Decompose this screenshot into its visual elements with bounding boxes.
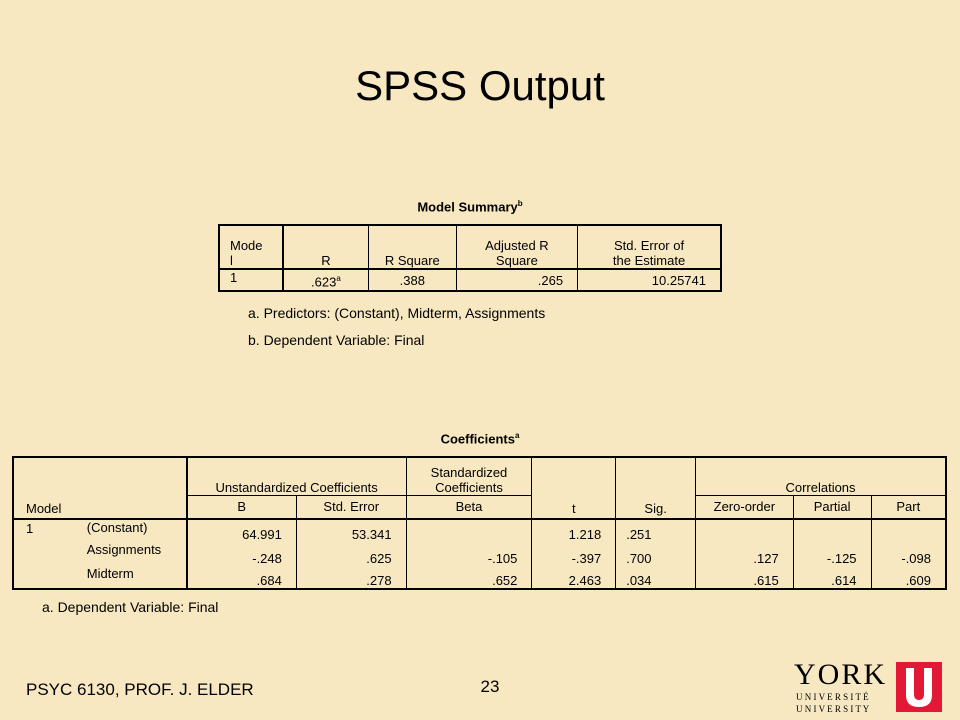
coef-zero-order: .127: [696, 542, 794, 566]
coef-sig: .251: [616, 519, 696, 542]
coef-partial: -.125: [793, 542, 871, 566]
ms-header-r: R: [283, 225, 369, 269]
ms-std-error-value: 10.25741: [651, 272, 706, 288]
ms-r-square-value: .388: [368, 269, 456, 291]
ms-header-r-square: R Square: [368, 225, 456, 269]
coef-header-sig: Sig.: [616, 457, 696, 519]
ms-model-number: 1: [219, 269, 283, 291]
coef-sig: .034: [616, 566, 696, 589]
table-row: [13, 566, 946, 589]
ms-header-se-line1: Std. Error of: [614, 238, 685, 253]
coef-t: 1.218: [532, 519, 616, 542]
coef-zero-order: [696, 519, 794, 542]
coef-header-t: t: [532, 457, 616, 519]
ms-adj-r-square-value: .265: [456, 269, 577, 291]
coefficients-caption-sup: a: [514, 431, 520, 440]
coef-header-partial: Partial: [793, 495, 871, 519]
ms-header-adj-r-square: [456, 225, 577, 269]
ms-header-se-line2: the Estimate: [612, 253, 686, 268]
york-u-emblem-icon: [896, 662, 942, 712]
coef-b: -.248: [187, 542, 297, 566]
coef-header-std-error: Std. Error: [296, 495, 406, 519]
ms-r-sup: a: [336, 273, 341, 283]
model-summary-caption-text: Model Summary: [417, 199, 518, 215]
coef-model-number: 1: [26, 521, 34, 536]
coef-header-model: [13, 457, 187, 519]
coef-t: -.397: [532, 542, 616, 566]
model-summary-row: [219, 269, 721, 291]
york-line-university: U N I V E R S I T Y: [796, 704, 870, 714]
coef-beta: .652: [406, 566, 532, 589]
coef-partial: [793, 519, 871, 542]
coef-row-label: Assignments: [81, 542, 187, 566]
coef-header-unstandardized: Unstandardized Coefficients: [187, 457, 406, 495]
york-wordmark: YORK: [794, 658, 888, 691]
course-footer: PSYC 6130, PROF. J. ELDER: [26, 680, 254, 699]
ms-r-value: [283, 269, 369, 291]
ms-header-model-line2: l: [230, 253, 233, 268]
coef-std-error: .278: [296, 566, 406, 589]
coef-header-correlations: Correlations: [696, 457, 947, 495]
model-summary-note-a: a. Predictors: (Constant), Midterm, Assignments: [248, 305, 546, 321]
slide-title: SPSS Output: [355, 62, 605, 109]
coef-header-zero-order: Zero-order: [696, 495, 794, 519]
coef-beta: -.105: [406, 542, 532, 566]
ms-r-number: .623: [311, 274, 337, 290]
coefficients-note: a. Dependent Variable: Final: [42, 599, 219, 615]
coef-header-row-1: [13, 457, 946, 495]
coef-beta: [406, 519, 532, 542]
coef-part: [871, 519, 946, 542]
coef-header-beta: Beta: [406, 495, 532, 519]
coef-header-standardized-line1: Standardized: [430, 464, 508, 480]
coefficients-caption: [400, 431, 560, 446]
table-row: [13, 519, 946, 542]
ms-header-model-line1: Mode: [230, 238, 263, 253]
coef-row-label: (Constant): [81, 519, 187, 542]
york-line-universite: U N I V E R S I T É: [796, 692, 869, 702]
coef-header-model-text: Model: [26, 501, 62, 516]
model-summary-caption-sup: b: [517, 199, 523, 208]
coef-part: .609: [905, 573, 931, 588]
coef-header-standardized: [406, 457, 532, 495]
coef-sig: .700: [616, 542, 696, 566]
coef-header-standardized-line2: Coefficients: [435, 479, 503, 495]
ms-header-adj-line2: Square: [495, 253, 538, 268]
model-summary-header-row: [219, 225, 721, 269]
coef-part: -.098: [901, 551, 931, 566]
coef-std-error: 53.341: [296, 519, 406, 542]
table-row: [13, 542, 946, 566]
coefficients-table: [12, 456, 947, 590]
coef-t: 2.463: [532, 566, 616, 589]
coef-std-error: .625: [296, 542, 406, 566]
coefficients-caption-text: Coefficients: [440, 431, 515, 447]
ms-header-adj-line1: Adjusted R: [485, 238, 549, 253]
coef-header-b: B: [187, 495, 297, 519]
model-summary-table: [218, 224, 722, 292]
york-logo: [794, 660, 944, 716]
coef-row-label: Midterm: [81, 566, 187, 589]
coef-b: .684: [187, 566, 297, 589]
ms-header-std-error: [578, 225, 721, 269]
coef-header-part: Part: [896, 499, 921, 515]
ms-header-model: [219, 225, 283, 269]
model-summary-note-b: b. Dependent Variable: Final: [248, 332, 425, 348]
page-number: 23: [480, 677, 500, 696]
coef-b: 64.991: [187, 519, 297, 542]
model-summary-caption: [390, 199, 550, 214]
coef-partial: .614: [793, 566, 871, 589]
coef-zero-order: .615: [696, 566, 794, 589]
